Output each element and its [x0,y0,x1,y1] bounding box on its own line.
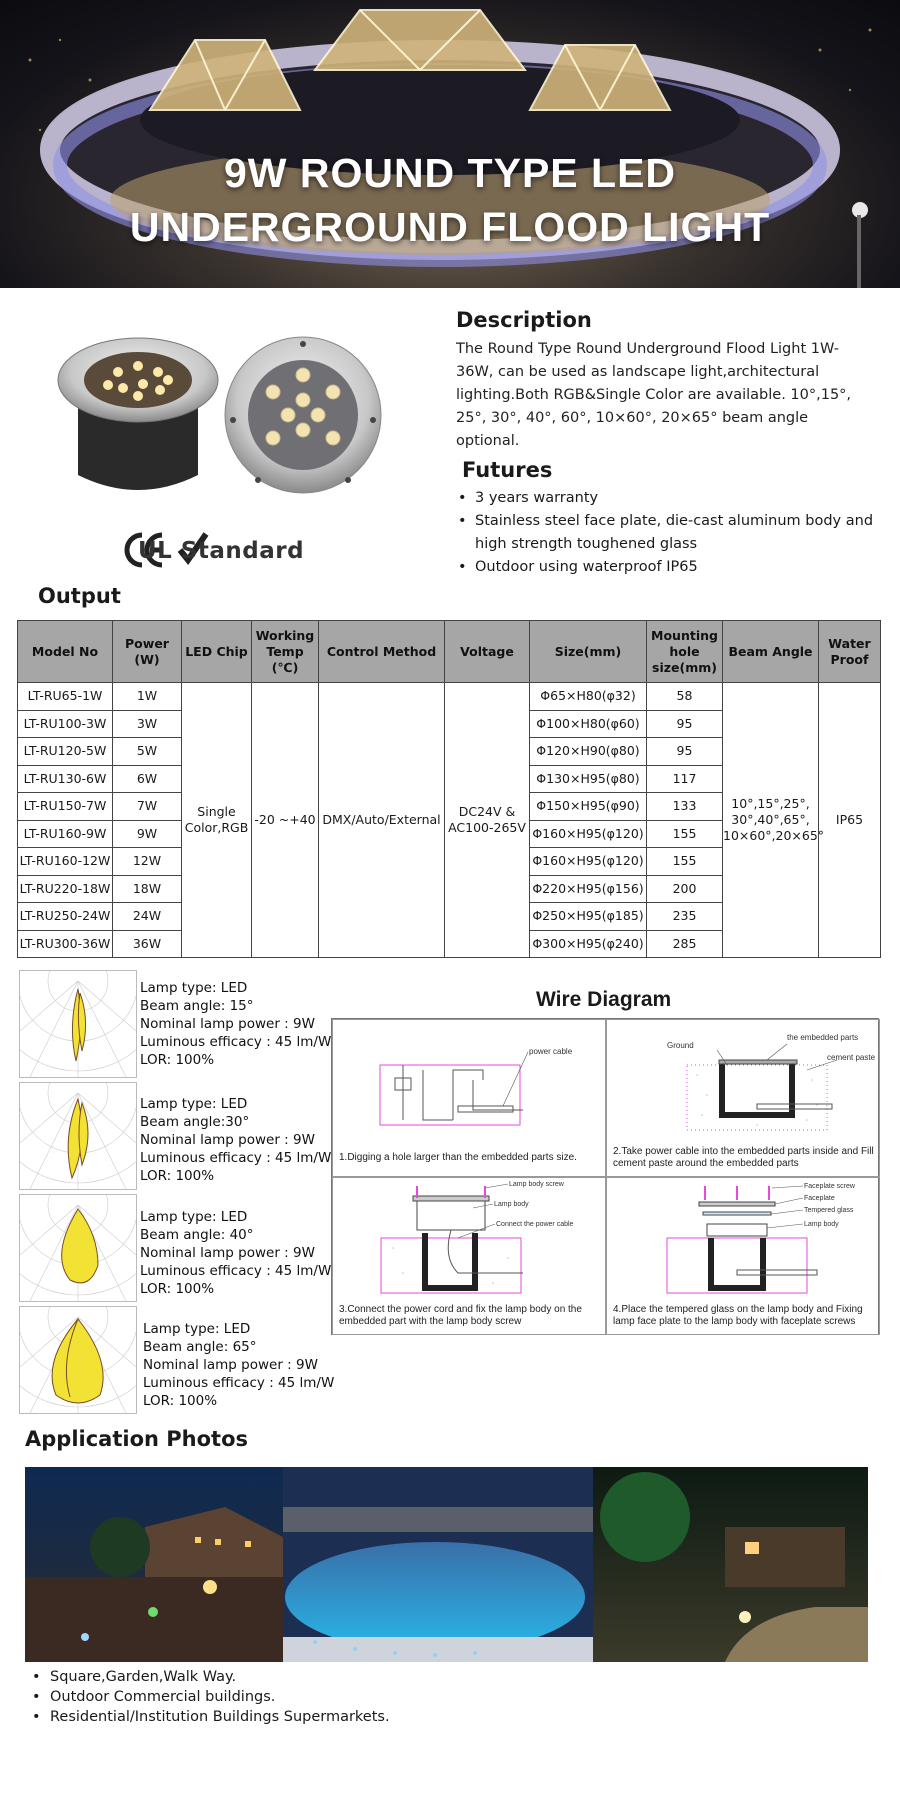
wire-step-4 [606,1177,880,1335]
beam-shape-40 [20,1195,136,1301]
model-cell: LT-RU300-36W [18,930,113,958]
power-cell: 24W [113,903,182,931]
application-list [30,1667,390,1727]
label-lamp-body: Lamp body [804,1221,839,1228]
beam-shape-30 [20,1083,136,1189]
step-2-illustration [607,1020,880,1138]
col-header: Size(mm) [530,621,647,683]
hole-cell: 200 [647,875,723,903]
label-embedded-parts: the embedded parts [787,1033,859,1042]
beam-shape-65 [20,1307,136,1413]
size-cell: Φ130×H95(φ80) [530,765,647,793]
col-header: Control Method [319,621,445,683]
model-cell: LT-RU130-6W [18,765,113,793]
size-cell: Φ150×H95(φ90) [530,793,647,821]
photo-walkway-night [593,1467,868,1662]
size-cell: Φ100×H80(φ60) [530,710,647,738]
hole-cell: 58 [647,683,723,711]
model-cell: LT-RU65-1W [18,683,113,711]
luminous-efficacy: Luminous efficacy : 45 lm/W [140,1263,332,1279]
description-title: Description [456,308,592,332]
hole-cell: 235 [647,903,723,931]
lor: LOR: 100% [140,1052,215,1068]
led-chip-cell: Single Color,RGB [182,683,252,958]
application-photos [25,1467,868,1662]
photo-garden-night [25,1467,283,1662]
power-cell: 9W [113,820,182,848]
polar-diagram-15 [19,970,137,1078]
list-item: • Outdoor Commercial buildings. [30,1687,390,1707]
list-item: • Residential/Institution Buildings Supermarkets. [30,1707,390,1727]
description-body: The Round Type Round Underground Flood Light 1W-36W, can be used as landscape light,architectural lighting.Both RGB&Single Color are available. 10°,15°, 25°, 30°, 40°, 60°, 10×60°, 20×65° beam angle optional. [456,341,852,449]
product-photo [48,330,388,505]
spec-table [17,620,881,958]
list-item: • Outdoor using waterproof IP65 [456,556,876,579]
lamp-power: Nominal lamp power : 9W [140,1016,315,1032]
lamp-type: Lamp type: LED [140,980,248,996]
wire-diagram [331,1018,879,1335]
col-header: LED Chip [182,621,252,683]
step-3-caption: 3.Connect the power cord and fix the lamp body on the embedded part with the lamp body screw [339,1304,582,1327]
label-lamp-body: Lamp body [494,1201,529,1208]
step-2-caption: 2.Take power cable into the embedded parts inside and Fill cement paste around the embedded parts [613,1146,874,1169]
col-header: Model No [18,621,113,683]
size-cell: Φ65×H80(φ32) [530,683,647,711]
list-item: • 3 years warranty [456,487,876,510]
lamp-type: Lamp type: LED [143,1321,251,1337]
table-row [18,683,881,711]
label-lamp-body-screw: Lamp body screw [509,1181,564,1188]
ul-standard-label: UL Standard [138,538,305,564]
label-ground: Ground [667,1041,694,1050]
step-3-illustration [333,1178,606,1302]
size-cell: Φ250×H95(φ185) [530,903,647,931]
hole-cell: 117 [647,765,723,793]
lamp-power: Nominal lamp power : 9W [140,1245,315,1261]
size-cell: Φ160×H95(φ120) [530,848,647,876]
voltage-cell: DC24V & AC100-265V [445,683,530,958]
list-item: • Square,Garden,Walk Way. [30,1667,390,1687]
polar-diagram-65 [19,1306,137,1414]
col-header: Mounting hole size(mm) [647,621,723,683]
beam-angle: Beam angle: 15° [140,998,254,1014]
label-tempered-glass: Tempered glass [804,1207,854,1214]
size-cell: Φ300×H95(φ240) [530,930,647,958]
polar-info-15 [140,979,331,1069]
application-title: Application Photos [25,1427,248,1451]
polar-info-30 [140,1095,331,1185]
lor: LOR: 100% [140,1281,215,1297]
polar-diagram-40 [19,1194,137,1302]
model-cell: LT-RU250-24W [18,903,113,931]
list-item: • Stainless steel face plate, die-cast aluminum body and high strength toughened glass [456,510,876,556]
step-4-caption: 4.Place the tempered glass on the lamp body and Fixing lamp face plate to the lamp body with faceplate screws [613,1304,863,1327]
power-cell: 36W [113,930,182,958]
power-cell: 6W [113,765,182,793]
wire-diagram-title: Wire Diagram [536,988,672,1011]
hole-cell: 95 [647,738,723,766]
lor: LOR: 100% [143,1393,218,1409]
model-cell: LT-RU150-7W [18,793,113,821]
output-title: Output [38,584,121,608]
step-4-illustration [607,1178,880,1302]
lamp-power: Nominal lamp power : 9W [140,1132,315,1148]
beam-shape-15 [20,971,136,1077]
step-1-caption: 1.Digging a hole larger than the embedded parts size. [339,1152,577,1163]
col-header: Voltage [445,621,530,683]
luminous-efficacy: Luminous efficacy : 45 lm/W [140,1150,332,1166]
col-header: Beam Angle [723,621,819,683]
model-cell: LT-RU160-9W [18,820,113,848]
hole-cell: 133 [647,793,723,821]
hole-cell: 285 [647,930,723,958]
wire-step-2 [606,1019,880,1177]
col-header: Working Temp (℃) [252,621,319,683]
wire-step-1 [332,1019,606,1177]
lamp-type: Lamp type: LED [140,1096,248,1112]
col-header: Water Proof [819,621,881,683]
model-cell: LT-RU220-18W [18,875,113,903]
col-header: Power (W) [113,621,182,683]
power-cell: 12W [113,848,182,876]
luminous-efficacy: Luminous efficacy : 45 lm/W [143,1375,335,1391]
hero-title [0,146,900,254]
step-1-illustration [333,1020,606,1140]
hero-title-line1: 9W ROUND TYPE LED [223,150,677,196]
temp-cell: -20 ~+40 [252,683,319,958]
model-cell: LT-RU120-5W [18,738,113,766]
hero-banner [0,0,900,288]
lor: LOR: 100% [140,1168,215,1184]
beam-angle: Beam angle: 40° [140,1227,254,1243]
power-cell: 7W [113,793,182,821]
label-power-cable: power cable [529,1047,573,1056]
model-cell: LT-RU100-3W [18,710,113,738]
hero-title-line2: UNDERGROUND FLOOD LIGHT [129,204,771,250]
label-faceplate: Faceplate [804,1195,835,1202]
futures-title: Futures [462,458,553,482]
size-cell: Φ220×H95(φ156) [530,875,647,903]
polar-info-65 [143,1320,334,1410]
lamp-type: Lamp type: LED [140,1209,248,1225]
polar-diagram-30 [19,1082,137,1190]
lamp-power: Nominal lamp power : 9W [143,1357,318,1373]
polar-info-40 [140,1208,331,1298]
label-cement-paste: cement paste [827,1053,876,1062]
control-cell: DMX/Auto/External [319,683,445,958]
model-cell: LT-RU160-12W [18,848,113,876]
beam-angle: Beam angle:30° [140,1114,250,1130]
table-header-row [18,621,881,683]
size-cell: Φ160×H95(φ120) [530,820,647,848]
size-cell: Φ120×H90(φ80) [530,738,647,766]
power-cell: 3W [113,710,182,738]
beam-cell: 10°,15°,25°, 30°,40°,65°, 10×60°,20×65° [723,683,819,958]
power-cell: 5W [113,738,182,766]
label-connect-power: Connect the power cable [496,1221,574,1228]
hole-cell: 95 [647,710,723,738]
power-cell: 1W [113,683,182,711]
waterproof-cell: IP65 [819,683,881,958]
hole-cell: 155 [647,820,723,848]
beam-angle: Beam angle: 65° [143,1339,257,1355]
photo-pool-night [283,1467,593,1662]
power-cell: 18W [113,875,182,903]
luminous-efficacy: Luminous efficacy : 45 lm/W [140,1034,332,1050]
hole-cell: 155 [647,848,723,876]
wire-step-3 [332,1177,606,1335]
futures-list [456,487,876,579]
label-faceplate-screw: Faceplate screw [804,1183,855,1190]
